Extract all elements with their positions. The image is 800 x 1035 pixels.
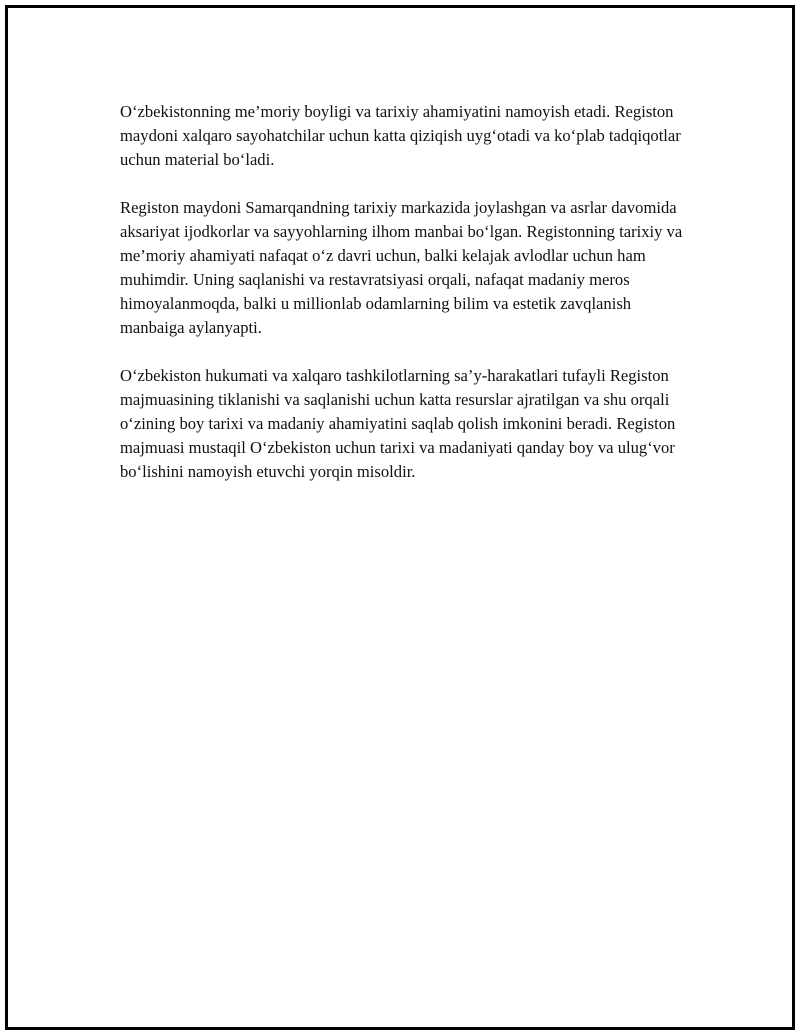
document-page: [5, 5, 795, 1030]
paragraph-2: Registon maydoni Samarqandning tarixiy markazida joylashgan va asrlar davomida aksariyat ijodkorlar va sayyohlarning ilhom manbai bo‘lgan. Registonning tarixiy va me’moriy ahamiyati nafaqat o‘z davri uchun, balki kelajak avlodlar uchun ham muhimdir. Uning saqlanishi va restavratsiyasi orqali, nafaqat madaniy meros himoyalanmoqda, balki u millionlab odamlarning bilim va estetik zavqlanish manbaiga aylanyapti.: [120, 198, 683, 337]
paragraph-3: O‘zbekiston hukumati va xalqaro tashkilotlarning sa’y-harakatlari tufayli Registon majmuasining tiklanishi va saqlanishi uchun katta resurslar ajratilgan va shu orqali o‘zining boy tarixi va madaniy ahamiyatini saqlab qolish imkonini beradi. Registon majmuasi mustaqil O‘zbekiston uchun tarixi va madaniyati qanday boy va ulug‘vor bo‘lishini namoyish etuvchi yorqin misoldir.: [120, 366, 676, 481]
paragraph-1: O‘zbekistonning me’moriy boyligi va tarixiy ahamiyatini namoyish etadi. Registon maydoni xalqaro sayohatchilar uchun katta qiziqish uyg‘otadi va ko‘plab tadqiqotlar uchun material bo‘ladi.: [120, 102, 681, 169]
document-body: [120, 100, 690, 508]
